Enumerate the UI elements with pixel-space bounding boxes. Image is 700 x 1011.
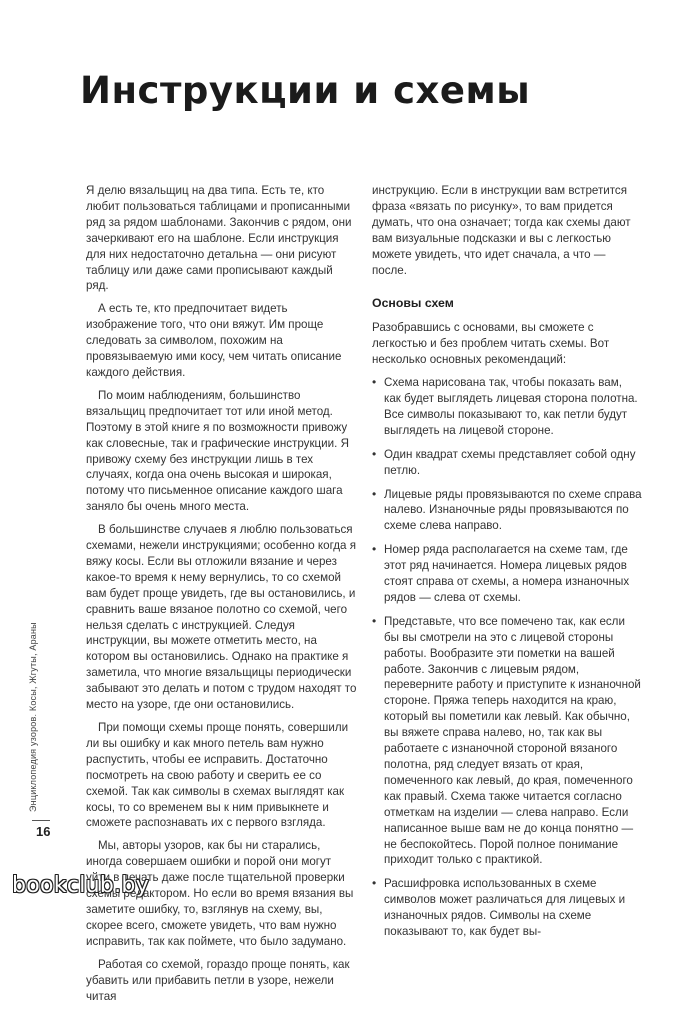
paragraph: По моим наблюдениям, большинство вязальщиц предпочитает тот или иной метод. Поэтому в этой книге я по возможности привожу как словесные, так и графические инструкции. Я привожу схему без инструкции лишь в тех случаях, когда она очень высокая и широкая, потому что письменное описание каждого шага заняло бы очень много места. bbox=[86, 388, 349, 514]
list-item-text: Расшифровка использованных в схеме символов может различаться для лицевых и изнаночных рядов. Символы на схеме показывают то, как будет вы- bbox=[384, 877, 626, 939]
watermark-logo: bookclub.by bbox=[12, 873, 150, 898]
list-item bbox=[372, 542, 642, 606]
page-number-divider bbox=[32, 820, 50, 821]
recommendations-list bbox=[372, 375, 642, 940]
section-heading: Основы схем bbox=[372, 296, 454, 311]
right-text-column bbox=[372, 183, 642, 948]
paragraph: А есть те, кто предпочитает видеть изображение того, что они вяжут. Им проще следовать за символом, похожим на провязываемую ими косу, чем читать описание каждого действия. bbox=[86, 302, 342, 379]
running-header-caption: Энциклопедия узоров. Косы, Жгуты, Араны bbox=[28, 622, 38, 812]
paragraph-continued: инструкцию. Если в инструкции вам встретится фраза «вязать по рисунку», то вам придется думать, что она означает; тогда как схемы дают вам визуальные подсказки и вы с легкостью можете увидеть, что идет сначала, а что — после. bbox=[372, 184, 631, 277]
list-item bbox=[372, 876, 642, 940]
paragraph: Работая со схемой, гораздо проще понять, как убавить или прибавить петли в узоре, нежели читая bbox=[86, 957, 350, 1003]
page-number: 16 bbox=[36, 824, 51, 839]
list-item bbox=[372, 487, 642, 535]
list-item-text: Один квадрат схемы представляет собой одну петлю. bbox=[384, 447, 636, 477]
bullet-icon: • bbox=[372, 613, 377, 628]
bullet-icon: • bbox=[372, 876, 377, 891]
bullet-icon: • bbox=[372, 486, 377, 501]
list-item-text: Номер ряда располагается на схеме там, где этот ряд начинается. Номера лицевых рядов стоят справа от схемы, а номера изнаночных рядов — слева от схемы. bbox=[384, 543, 630, 604]
list-item-text: Схема нарисована так, чтобы показать вам, как будет выглядеть лицевая сторона полотна. Все символы показывают то, как петли будут выглядеть на лицевой стороне. bbox=[384, 376, 638, 437]
list-item bbox=[372, 375, 642, 439]
paragraph: Мы, авторы узоров, как бы ни старались, иногда совершаем ошибки и порой они могут уйти в печать даже после тщательной проверки схемы редактором. Но если во время вязания вы заметите ошибку, то, взглянув на схему, вы, скорее всего, сможете увидеть, что вам нужно исправить, так как поймете, что было задумано. bbox=[86, 839, 354, 948]
list-item-text: Лицевые ряды провязываются по схеме справа налево. Изнаночные ряды провязываются по схеме слева направо. bbox=[384, 487, 642, 533]
list-item bbox=[372, 614, 642, 869]
section-intro: Разобравшись с основами, вы сможете с легкостью и без проблем читать схемы. Вот несколько основных рекомендаций: bbox=[372, 321, 610, 367]
page-title: Инструкции и схемы bbox=[80, 69, 531, 112]
list-item-text: Представьте, что все помечено так, как если бы вы смотрели на это с лицевой стороны работы. Вообразите эти пометки на вашей работе. Закончив с лицевым рядом, переверните работу и приступите к изнаночной стороне. Пряжа теперь находится на краю, который вы пометили как левый. Как обычно, вы вяжете справа налево, но, так как вы работаете с изнаночной стороной вязаного полотна, ряд следует вязать от края, помеченного как левый, до края, помеченного как правый. Схема также читается согласно отметкам на изделии — слева направо. Если написанное выше вам не до конца понятно — не беспокойтесь. Порой полное понимание приходит только с практикой. bbox=[384, 614, 641, 867]
list-item bbox=[372, 447, 642, 479]
bullet-icon: • bbox=[372, 542, 377, 557]
paragraph: Я делю вязальщиц на два типа. Есть те, кто любит пользоваться таблицами и прописанными ряд за рядом шаблонами. Закончив с рядом, они зачеркивают его на шаблоне. Если инструкция для них недостаточно детальна — они рисуют таблицу или даже сами прописывают каждый ряд. bbox=[86, 184, 352, 293]
bullet-icon: • bbox=[372, 446, 377, 461]
paragraph: В большинстве случаев я люблю пользоваться схемами, нежели инструкциями; особенно когда я вяжу косы. Если вы отложили вязание и через какое-то время к нему вернулись, то со схемой вам будет проще увидеть, где вы остановились, и сравнить ваше вязаное полотно со схемой, чего нельзя сделать с инструкцией. Следуя инструкции, вы можете отметить место, на котором вы остановились. Однако на практике я заметила, что многие вязальщицы периодически забывают это делать и потом с трудом находят то место на узоре, где они остановились. bbox=[86, 523, 357, 712]
paragraph: При помощи схемы проще понять, совершили ли вы ошибку и как много петель вам нужно распустить, чтобы ее исправить. Достаточно посмотреть на свою работу и сверить ее со схемой. Так как символы в схемах выглядят как косы, то со временем вы к ним привыкнете и сможете распознавать их с первого взгляда. bbox=[86, 721, 349, 830]
bullet-icon: • bbox=[372, 375, 377, 390]
